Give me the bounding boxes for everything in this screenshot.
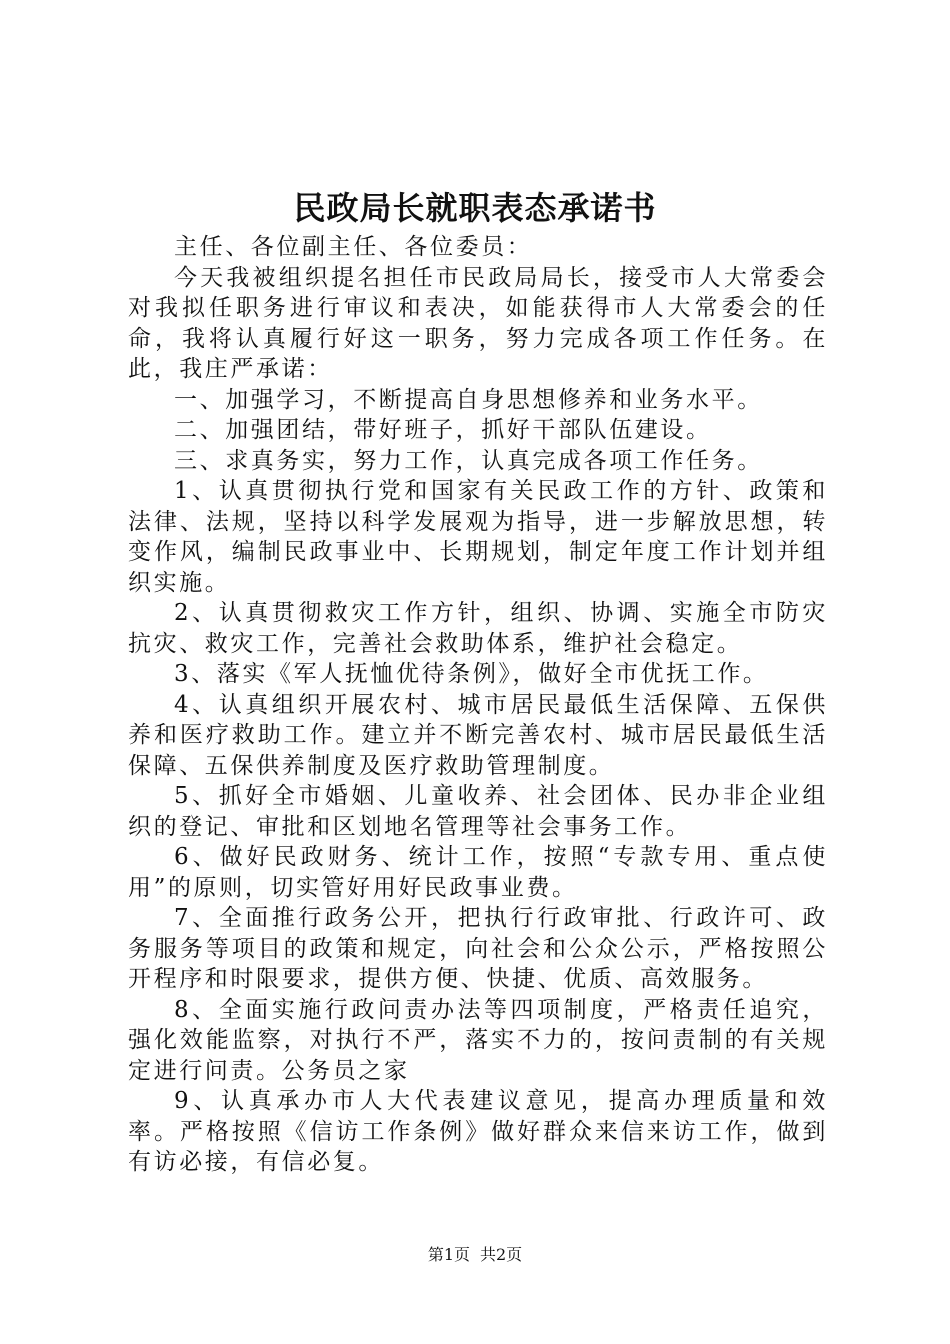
document-body [128, 232, 828, 1178]
task-item-5: 5、抓好全市婚姻、儿童收养、社会团体、民办非企业组织的登记、审批和区划地名管理等社会事务工作。 [128, 783, 828, 840]
salutation: 主任、各位副主任、各位委员： [174, 234, 533, 260]
pledge-item-2: 二、加强团结，带好班子，抓好干部队伍建设。 [174, 417, 712, 443]
task-item-9: 9、认真承办市人大代表建议意见，提高办理质量和效率。严格按照《信访工作条例》做好群众来信来访工作，做到有访必接，有信必复。 [128, 1088, 828, 1175]
intro-paragraph: 今天我被组织提名担任市民政局局长，接受市人大常委会对我拟任职务进行审议和表决，如能获得市人大常委会的任命，我将认真履行好这一职务，努力完成各项工作任务。在此，我庄严承诺： [128, 264, 828, 382]
task-item-2: 2、认真贯彻救灾工作方针，组织、协调、实施全市防灾抗灾、救灾工作，完善社会救助体系，维护社会稳定。 [128, 600, 828, 657]
task-item-3: 3、落实《军人抚恤优待条例》，做好全市优抚工作。 [174, 661, 769, 687]
task-item-8: 8、全面实施行政问责办法等四项制度，严格责任追究，强化效能监察，对执行不严，落实不力的，按问责制的有关规定进行问责。公务员之家 [128, 996, 828, 1084]
task-item-1: 1、认真贯彻执行党和国家有关民政工作的方针、政策和法律、法规，坚持以科学发展观为指导，进一步解放思想，转变作风，编制民政事业中、长期规划，制定年度工作计划并组织实施。 [128, 478, 828, 596]
page-footer [0, 1244, 950, 1266]
task-item-4: 4、认真组织开展农村、城市居民最低生活保障、五保供养和医疗救助工作。建立并不断完善农村、城市居民最低生活保障、五保供养制度及医疗救助管理制度。 [128, 691, 828, 779]
pledge-item-3: 三、求真务实，努力工作，认真完成各项工作任务。 [174, 447, 763, 474]
page-total: 共2页 [480, 1245, 523, 1264]
task-item-6: 6、做好民政财务、统计工作，按照“专款专用、重点使用”的原则，切实管好用好民政事业费。 [128, 844, 828, 901]
pledge-item-1: 一、加强学习，不断提高自身思想修养和业务水平。 [174, 386, 763, 413]
task-item-7: 7、全面推行政务公开，把执行行政审批、行政许可、政务服务等项目的政策和规定，向社会和公众公示，严格按照公开程序和时限要求，提供方便、快捷、优质、高效服务。 [128, 905, 828, 992]
document-title: 民政局长就职表态承诺书 [293, 189, 657, 227]
page-number: 第1页 [427, 1245, 470, 1264]
